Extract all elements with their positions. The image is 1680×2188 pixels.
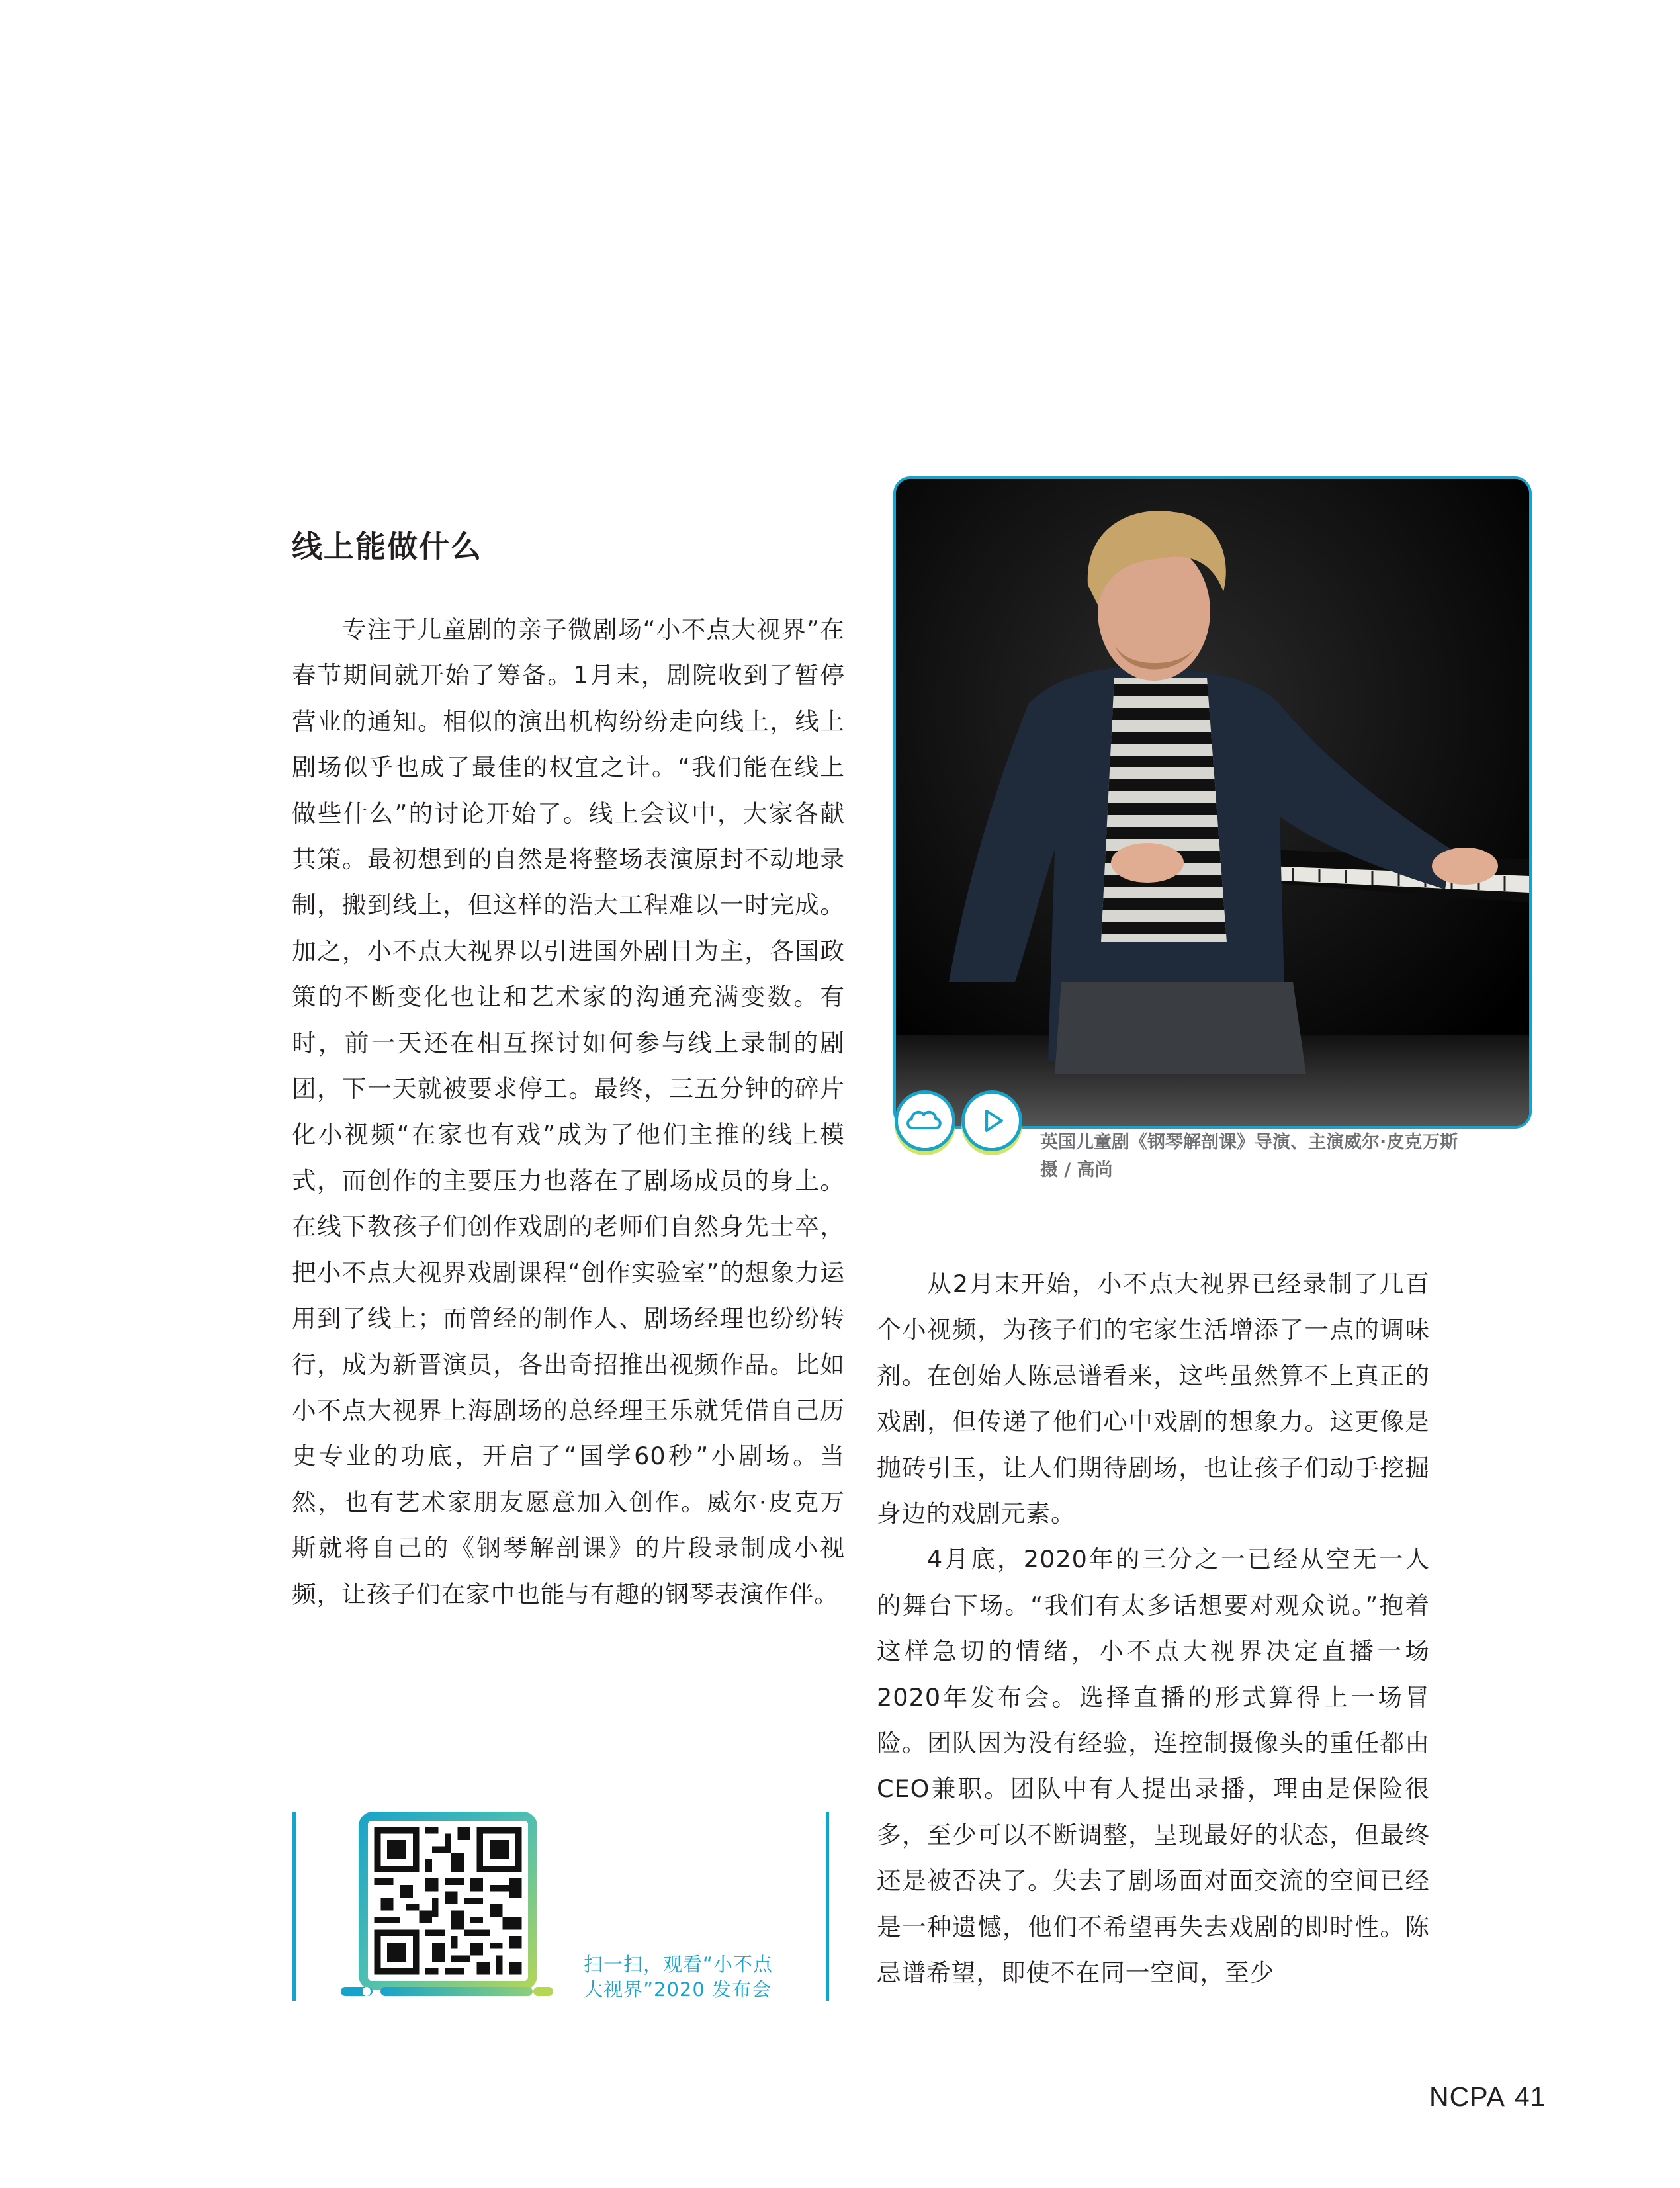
photo-caption-title: 英国儿童剧《钢琴解剖课》导演、主演威尔·皮克万斯	[1040, 1132, 1458, 1153]
qr-divider-left	[292, 1812, 296, 2001]
cloud-badge[interactable]	[895, 1090, 955, 1151]
body-paragraph: 4月底，2020年的三分之一已经从空无一人的舞台下场。“我们有太多话想要对观众说。”抱着这样急切的情绪，小不点大视界决定直播一场2020年发布会。选择直播的形式算得上一场冒险。团队因为没有经验，连控制摄像头的重任都由CEO兼职。团队中有人提出录播，理由是保险很多，至少可以不断调整，呈现最好的状态，但最终还是被否决了。失去了剧场面对面交流的空间已经是一种遗憾，他们不希望再失去戏剧的即时性。陈忌谱希望，即使不在同一空间，至少	[877, 1545, 1430, 1988]
page-number: 41	[1514, 2081, 1546, 2112]
stage-photo	[893, 476, 1532, 1129]
body-paragraph: 从2月末开始，小不点大视界已经录制了几百个小视频，为孩子们的宅家生活增添了一点的调味剂。在创始人陈忌谱看来，这些虽然算不上真正的戏剧，但传递了他们心中戏剧的想象力。这更像是抛砖引玉，让人们期待剧场，也让孩子们动手挖掘身边的戏剧元素。	[877, 1270, 1430, 1528]
right-column	[877, 1261, 1430, 1996]
qr-instruction	[584, 1952, 822, 2002]
magazine-name: NCPA	[1429, 2081, 1505, 2112]
section-heading: 线上能做什么	[292, 529, 482, 564]
play-badge[interactable]	[961, 1090, 1022, 1151]
qr-accent-bar	[380, 1987, 533, 1996]
play-icon	[965, 1094, 1019, 1148]
body-paragraph: 专注于儿童剧的亲子微剧场“小不点大视界”在春节期间就开始了筹备。1月末，剧院收到了暂停营业的通知。相似的演出机构纷纷走向线上，线上剧场似乎也成了最佳的权宜之计。“我们能在线上做些什么”的讨论开始了。线上会议中，大家各献其策。最初想到的自然是将整场表演原封不动地录制，搬到线上，但这样的浩大工程难以一时完成。加之，小不点大视界以引进国外剧目为主，各国政策的不断变化也让和艺术家的沟通充满变数。有时，前一天还在相互探讨如何参与线上录制的剧团，下一天就被要求停工。最终，三五分钟的碎片化小视频“在家也有戏”成为了他们主推的线上模式，而创作的主要压力也落在了剧场成员的身上。在线下教孩子们创作戏剧的老师们自然身先士卒，把小不点大视界戏剧课程“创作实验室”的想象力运用到了线上；而曾经的制作人、剧场经理也纷纷转行，成为新晋演员，各出奇招推出视频作品。比如小不点大视界上海剧场的总经理王乐就凭借自己历史专业的功底，开启了“国学60秒”小剧场。当然，也有艺术家朋友愿意加入创作。威尔·皮克万斯就将自己的《钢琴解剖课》的片段录制成小视频，让孩子们在家中也能与有趣的钢琴表演作伴。	[292, 615, 845, 1608]
photo-credit: 摄 / 高尚	[1040, 1160, 1113, 1180]
performer-at-piano-illustration	[896, 479, 1529, 1126]
qr-accent-gap	[363, 1987, 371, 1996]
qr-instruction-line: 大视界”2020 发布会	[584, 1978, 772, 2001]
left-column	[292, 607, 845, 1617]
qr-instruction-line: 扫一扫，观看“小不点	[584, 1953, 774, 1976]
cloud-icon	[898, 1094, 952, 1148]
page-footer	[1429, 2081, 1546, 2113]
photo-caption	[1040, 1129, 1517, 1184]
qr-code-icon	[368, 1821, 528, 1981]
qr-divider-right	[826, 1812, 829, 2001]
qr-code[interactable]	[359, 1812, 537, 1990]
qr-accent-tab-end	[533, 1987, 553, 1996]
